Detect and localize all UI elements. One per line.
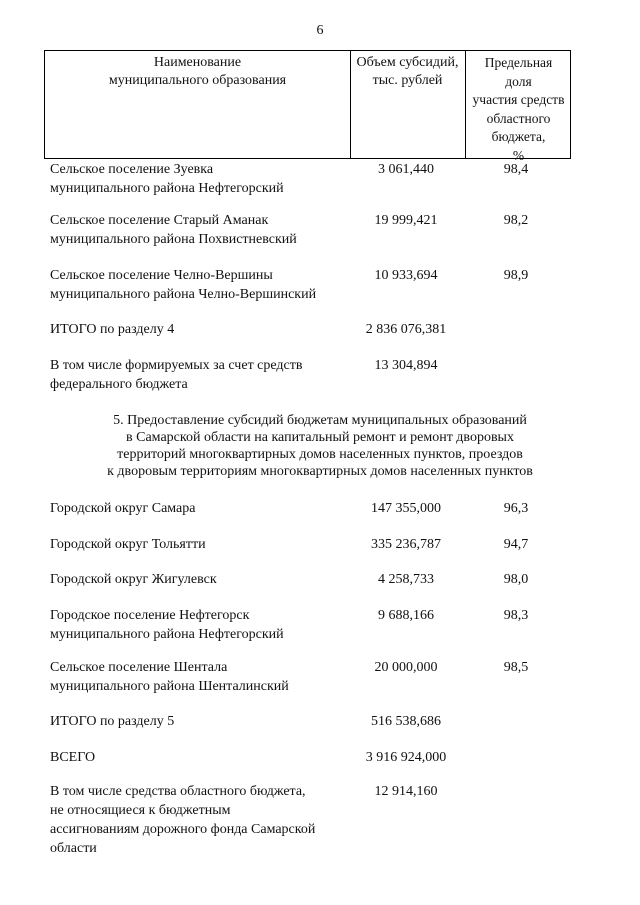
table-header: [44, 50, 571, 163]
row-name-line: Сельское поселение Старый Аманак: [50, 213, 269, 228]
row-amount: 516 538,686: [371, 714, 441, 729]
row-name: [50, 211, 350, 249]
header-line: Объем субсидий,: [356, 55, 459, 70]
row-name: [50, 606, 350, 644]
row-amount: 20 000,000: [374, 660, 438, 675]
header-line: доля: [505, 73, 532, 89]
row-amount: 12 914,160: [374, 784, 438, 799]
row-name-line: В том числе средства областного бюджета,: [50, 784, 306, 799]
row-name: [50, 160, 350, 198]
row-name-line: ассигнованиям дорожного фонда Самарской: [50, 822, 316, 837]
row-name-line: не относящиеся к бюджетным: [50, 803, 231, 818]
page-number: 6: [316, 23, 324, 38]
row-share: 98,4: [503, 162, 529, 177]
row-name-line: федерального бюджета: [50, 377, 188, 392]
row-amount: 9 688,166: [378, 608, 434, 623]
row-share: 96,3: [503, 501, 529, 516]
row-share: 98,0: [503, 572, 529, 587]
header-line: Предельная: [484, 55, 553, 70]
row-amount: 147 355,000: [371, 501, 441, 516]
row-name-line: Сельское поселение Челно-Вершины: [50, 268, 273, 283]
header-line: областного: [486, 110, 551, 126]
row-name-line: В том числе формируемых за счет средств: [50, 358, 303, 373]
row-name: [50, 535, 350, 554]
row-name: [50, 658, 350, 696]
row-name: [50, 356, 350, 394]
header-name-column: [45, 54, 350, 90]
section-title: [60, 412, 580, 480]
row-name: [50, 712, 350, 731]
row-amount: 3 061,440: [378, 162, 434, 177]
row-name-line: ВСЕГО: [50, 750, 96, 765]
row-name-line: области: [50, 841, 97, 856]
row-amount: 4 258,733: [378, 572, 434, 587]
header-line: %: [512, 147, 525, 163]
header-line: участия средств: [472, 92, 565, 107]
section-title-line: в Самарской области на капитальный ремонт и ремонт дворовых: [126, 430, 514, 445]
row-amount: 2 836 076,381: [365, 322, 447, 337]
section-title-line: к дворовым территориям многоквартирных домов населенных пунктов: [107, 464, 533, 479]
row-name: [50, 499, 350, 518]
row-name-line: муниципального района Челно-Вершинский: [50, 287, 317, 302]
header-line: бюджета,: [491, 129, 546, 144]
header-line: муниципального образования: [108, 73, 287, 88]
row-share: 98,5: [503, 660, 529, 675]
row-name-line: Городской округ Тольятти: [50, 537, 206, 552]
row-name-line: Городской округ Самара: [50, 501, 196, 516]
row-name-line: ИТОГО по разделу 4: [50, 322, 175, 337]
row-name: [50, 570, 350, 589]
row-name-line: Городской округ Жигулевск: [50, 572, 217, 587]
row-name-line: ИТОГО по разделу 5: [50, 714, 175, 729]
row-name-line: Городское поселение Нефтегорск: [50, 608, 250, 623]
header-line: Наименование: [153, 55, 242, 70]
row-amount: 13 304,894: [374, 358, 438, 373]
header-amount-column: [350, 54, 465, 90]
header-share-column: [465, 54, 572, 165]
row-share: 98,9: [503, 268, 529, 283]
row-amount: 3 916 924,000: [365, 750, 447, 765]
row-name-line: Сельское поселение Шентала: [50, 660, 228, 675]
row-amount: 19 999,421: [374, 213, 438, 228]
row-name-line: Сельское поселение Зуевка: [50, 162, 214, 177]
section-title-line: территорий многоквартирных домов населенных пунктов, проездов: [117, 447, 523, 462]
row-name-line: муниципального района Нефтегорский: [50, 627, 284, 642]
header-line: тыс. рублей: [372, 73, 443, 88]
row-name: [50, 748, 350, 767]
row-amount: 335 236,787: [371, 537, 441, 552]
row-name-line: муниципального района Шенталинский: [50, 679, 289, 694]
row-name: [50, 782, 350, 858]
section-title-line: 5. Предоставление субсидий бюджетам муниципальных образований: [113, 413, 527, 428]
row-name: [50, 320, 350, 339]
row-name-line: муниципального района Нефтегорский: [50, 181, 284, 196]
row-share: 98,3: [503, 608, 529, 623]
row-share: 94,7: [503, 537, 529, 552]
row-share: 98,2: [503, 213, 529, 228]
row-name: [50, 266, 350, 304]
row-amount: 10 933,694: [374, 268, 438, 283]
row-name-line: муниципального района Похвистневский: [50, 232, 297, 247]
